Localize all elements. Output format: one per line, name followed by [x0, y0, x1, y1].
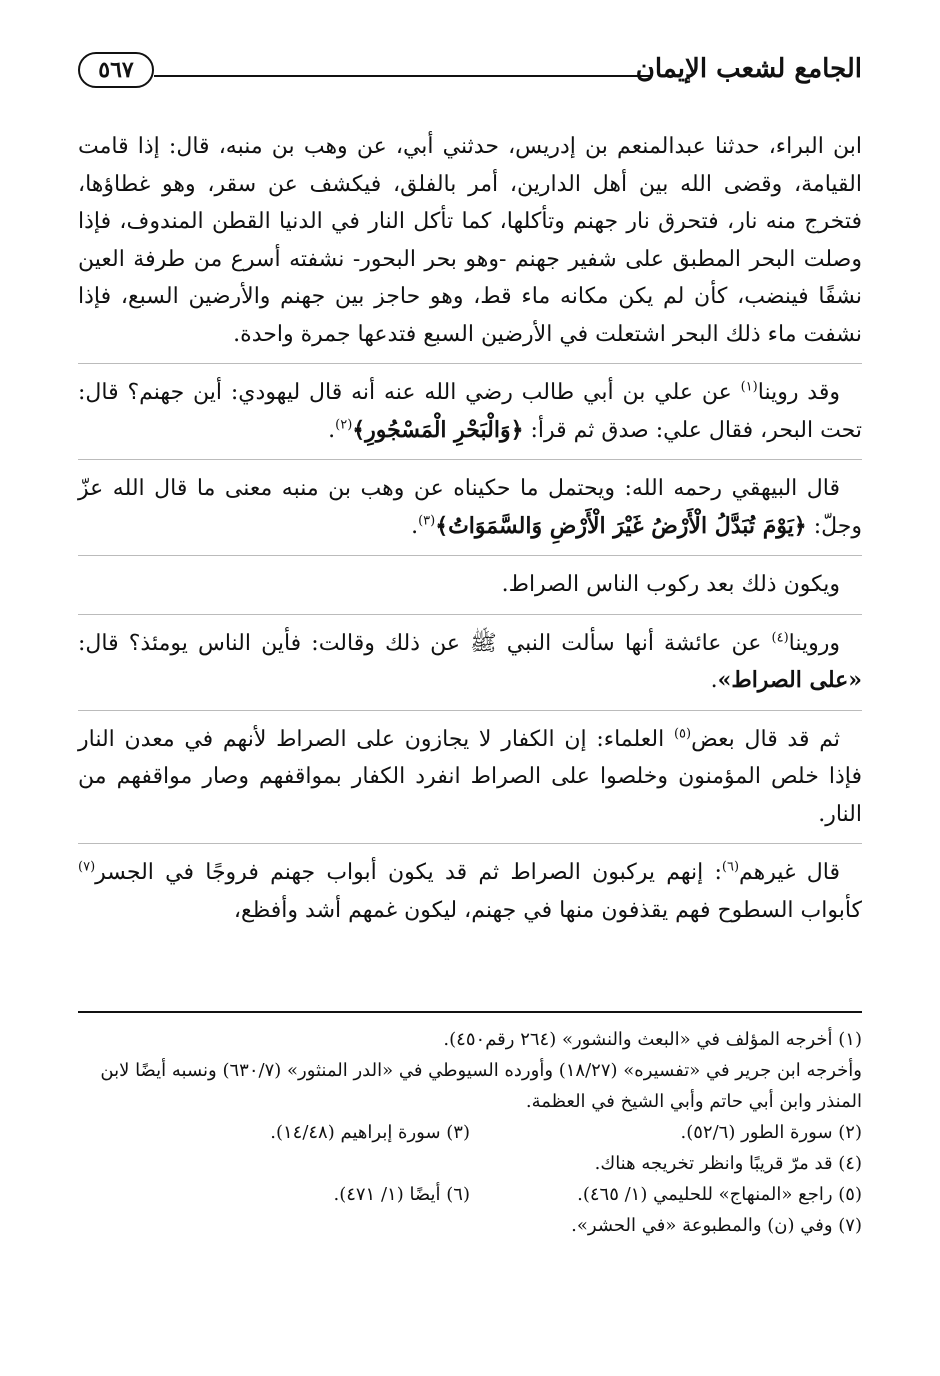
paragraph-separator [78, 710, 862, 711]
paragraph-7 [78, 854, 862, 929]
hadith-quote: «على الصراط» [717, 667, 862, 693]
paragraph-6-text: ثم قد قال بعض [691, 726, 840, 752]
quran-verse: ﴿وَالْبَحْرِ الْمَسْجُورِ﴾ [352, 416, 524, 443]
paragraph-separator [78, 363, 862, 364]
paragraph-2-text: وقد روينا [757, 380, 840, 405]
paragraph-7-text: : إنهم يركبون الصراط ثم قد يكون أبواب جهنم فروجًا في الجسر [95, 860, 722, 885]
book-title: الجامع لشعب الإيمان [635, 54, 862, 84]
paragraph-1: ابن البراء، حدثنا عبدالمنعم بن إدريس، حدثني أبي، عن وهب بن منبه، قال: إذا قامت القيامة، وقضى الله بين أهل الدارين، أمر بالفلق، فيكشف عن سقر، وهو غطاؤها، فتخرج منه نار، فتحرق نار جهنم وتأكلها، كما تأكل النار في الدنيا القطن المندوف، فإذا وصلت البحر المطبق على شفير جهنم -وهو بحر البحور- نشفته أسرع من طرفة العين نشفًا فينضب، كأن لم يكن مكانه ماء قط، وهو حاجز بين جهنم والأرضين السبع، فإذا نشفت ماء ذلك البحر اشتعلت في الأرضين السبع فتدعها جمرة واحدة. [78, 134, 862, 347]
footnote-6: (٦) أيضًا (١/ ٤٧١). [333, 1184, 470, 1205]
footnote-3: (٣) سورة إبراهيم (١٤/٤٨). [270, 1122, 470, 1143]
paragraph-2-text: عن علي بن أبي طالب رضي الله عنه أنه قال ليهودي: أين جهنم؟ قال: تحت البحر، فقال علي: صدق ثم قرأ: [78, 380, 862, 443]
footnote-ref-7: (٧) [78, 859, 96, 875]
footnote-ref-5: (٥) [673, 726, 692, 742]
paragraph-5 [78, 625, 862, 700]
footnotes [78, 1024, 862, 1241]
paragraph-7-text: كأبواب السطوح فهم يقذفون منها في جهنم، ليكون غمهم أشد وأفظع، [233, 897, 862, 923]
footnote-4: (٤) قد مرّ قريبًا وانظر تخريجه هناك. [594, 1153, 862, 1174]
paragraph-2 [78, 374, 862, 449]
footnote-2: (٢) سورة الطور (٥٢/٦). [680, 1122, 862, 1143]
paragraph-5-end: . [710, 668, 718, 693]
footnote-ref-1: (١) [740, 379, 758, 395]
paragraph-5-text: عن عائشة أنها سألت النبي ﷺ عن ذلك وقالت: فأين الناس يومئذ؟ قال: [78, 630, 772, 656]
paragraph-6 [78, 721, 862, 834]
paragraph-5-text: وروينا [788, 630, 840, 656]
footnote-5: (٥) راجع «المنهاج» للحليمي (١/ ٤٦٥). [577, 1184, 862, 1205]
paragraph-2-end: . [328, 417, 336, 443]
paragraph-3 [78, 470, 862, 545]
paragraph-separator [78, 459, 862, 460]
paragraph-3-text: قال البيهقي رحمه الله: ويحتمل ما حكيناه عن وهب بن منبه معنى ما قال الله عزّ وجلّ: [78, 476, 862, 539]
footnote-ref-4: (٤) [771, 630, 789, 646]
paragraph-7-text: قال غيرهم [739, 860, 840, 885]
paragraph-separator [78, 555, 862, 556]
footnote-row [78, 1179, 862, 1210]
footnote-ref-2: (٢) [335, 417, 353, 433]
footnote-row [78, 1117, 862, 1148]
paragraph-3-end: . [411, 513, 419, 539]
footnote-1: (١) أخرجه المؤلف في «البعث والنشور» (٢٦٤ رقم٤٥٠). [443, 1029, 862, 1050]
quran-verse: ﴿يَوْمَ تُبَدَّلُ الْأَرْضُ غَيْرَ الْأَرْضِ وَالسَّمَوَاتُ﴾ [435, 512, 807, 539]
footnote-7: (٧) وفي (ن) والمطبوعة «في الحشر». [571, 1215, 862, 1236]
footnote-divider [78, 1011, 862, 1013]
paragraph-6-text: العلماء: إن الكفار لا يجازون على الصراط لأنهم في معدن النار فإذا خلص المؤمنون وخلصوا على الصراط انفرد الكفار بمواقفهم وصار مواقفهم من النار. [78, 726, 862, 827]
main-text [78, 128, 862, 939]
footnote-ref-6: (٦) [721, 859, 740, 875]
running-header [78, 48, 862, 98]
paragraph-separator [78, 614, 862, 615]
footnote-1-continued: وأخرجه ابن جرير في «تفسيره» (١٨/٢٧) وأورده السيوطي في «الدر المنثور» (٦٣٠/٧) ونسبه أيضًا لابن المنذر وابن أبي حاتم وأبي الشيخ في العظمة. [100, 1060, 862, 1112]
paragraph-4: ويكون ذلك بعد ركوب الناس الصراط. [501, 572, 840, 597]
paragraph-separator [78, 843, 862, 844]
page-number: ٥٦٧ [78, 52, 154, 88]
header-rule [154, 75, 652, 77]
footnote-ref-3: (٣) [418, 513, 436, 529]
